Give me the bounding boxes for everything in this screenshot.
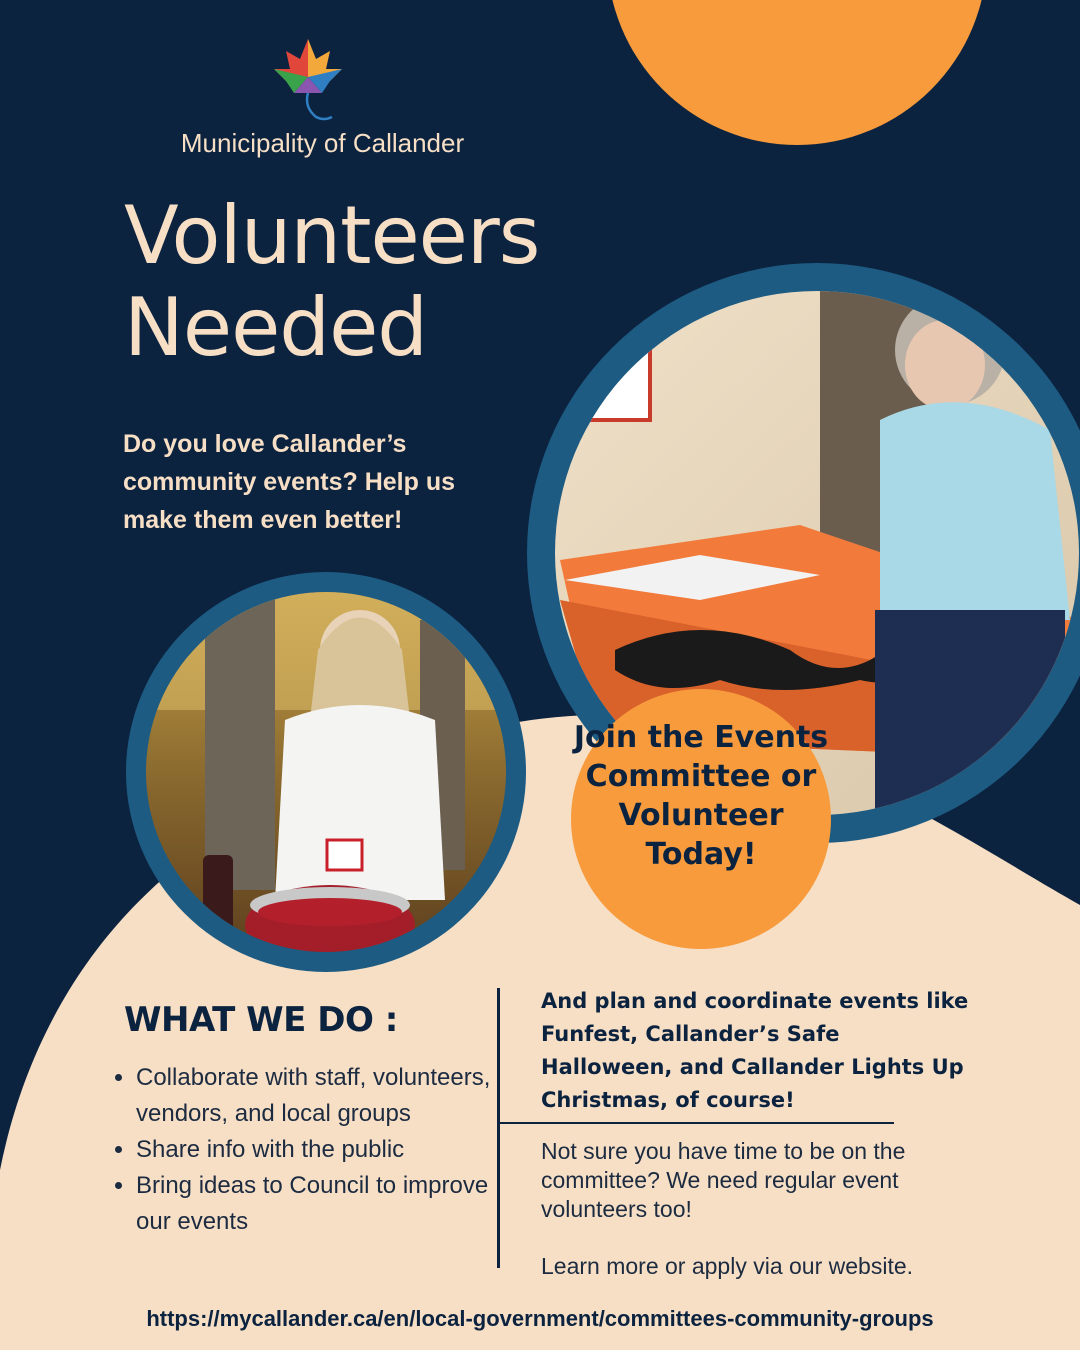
page-title	[124, 190, 539, 374]
what-we-do-list	[110, 1060, 516, 1240]
list-item: • Collaborate with staff, volunteers, vendors, and local groups	[136, 1060, 516, 1132]
title-line-1: Volunteers	[124, 189, 540, 282]
column-divider	[497, 988, 500, 1268]
municipality-name: Municipality of Callander	[180, 128, 465, 158]
orange-sun-circle	[607, 0, 987, 145]
join-badge-text: Join the Events Committee or Volunteer Today!	[573, 720, 829, 872]
section-divider	[500, 1122, 894, 1124]
maple-leaf-logo-icon	[274, 39, 342, 119]
learn-more-text: Learn more or apply via our website.	[541, 1253, 914, 1279]
list-item: • Share info with the public	[136, 1132, 516, 1168]
list-item: • Bring ideas to Council to improve our events	[136, 1168, 516, 1240]
not-sure-text: Not sure you have time to be on the committee? We need regular event volunteers too!	[541, 1138, 906, 1222]
what-we-do-heading: WHAT WE DO :	[124, 1000, 398, 1040]
title-line-2: Needed	[124, 281, 428, 374]
plan-events-text: And plan and coordinate events like Funfest, Callander’s Safe Halloween, and Callander Lights Up Christmas, of course!	[541, 989, 969, 1112]
intro-text: Do you love Callander’s community events? Help us make them even better!	[123, 430, 456, 534]
website-link[interactable]: https://mycallander.ca/en/local-government/committees-community-groups	[146, 1306, 934, 1331]
